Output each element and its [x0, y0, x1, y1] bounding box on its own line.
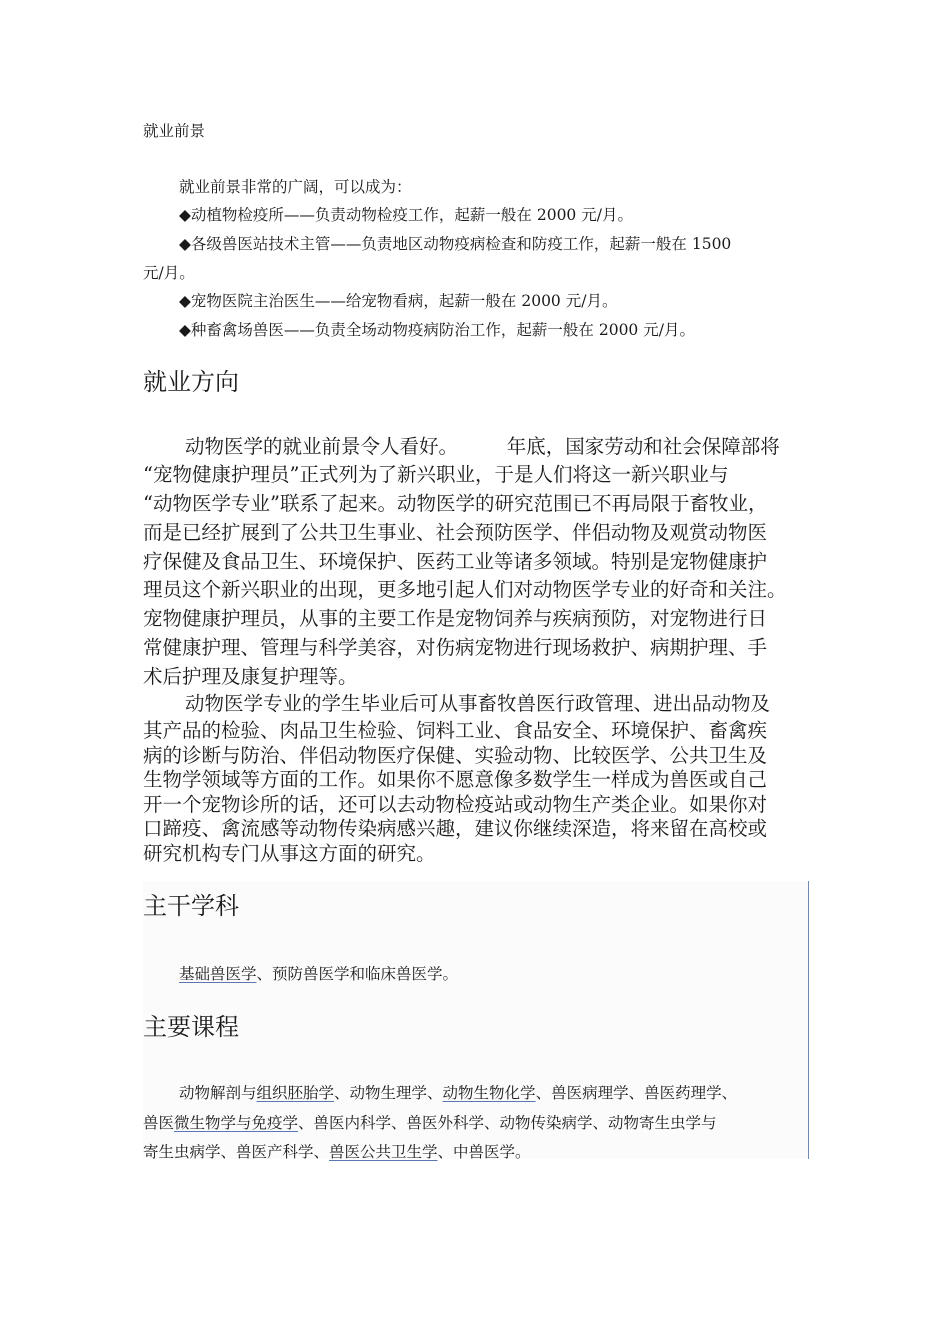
- direction-line: 疗保健及食品卫生、环境保护、医药工业等诸多领域。特别是宠物健康护: [143, 550, 768, 573]
- subjects-rest: 、预防兽医学和临床兽医学。: [256, 965, 459, 983]
- direction-line: 宠物健康护理员，从事的主要工作是宠物饲养与疾病预防，对宠物进行日: [143, 607, 768, 630]
- link-basic-veterinary[interactable]: 基础兽医学: [179, 965, 257, 983]
- prospects-item: ◆宠物医院主治医生——给宠物看病，起薪一般在 2000 元/月。: [179, 292, 618, 310]
- courses-line: [143, 1140, 531, 1162]
- direction-line: 而是已经扩展到了公共卫生事业、社会预防医学、伴侣动物及观赏动物医: [143, 521, 768, 544]
- section-title-direction: 就业方向: [143, 368, 239, 396]
- direction-line: 动物医学专业的学生毕业后可从事畜牧兽医行政管理、进出品动物及: [185, 692, 771, 715]
- section-title-prospects: 就业前景: [143, 122, 206, 140]
- course-text: 、动物生理学、: [334, 1084, 443, 1102]
- direction-line: “宠物健康护理员”正式列为了新兴职业，于是人们将这一新兴职业与: [143, 463, 729, 486]
- link-histology[interactable]: 组织胚胎学: [256, 1084, 335, 1102]
- direction-line: 常健康护理、管理与科学美容，对伤病宠物进行现场救护、病期护理、手: [143, 636, 768, 659]
- link-microbiology[interactable]: 微生物学与免疫学: [174, 1114, 299, 1132]
- direction-line: 病的诊断与防治、伴侣动物医疗保健、实验动物、比较医学、公共卫生及: [143, 744, 768, 767]
- section-title-subjects: 主干学科: [143, 892, 239, 920]
- link-public-health[interactable]: 兽医公共卫生学: [329, 1143, 438, 1161]
- courses-line: [179, 1081, 737, 1103]
- course-text: 、中兽医学。: [437, 1143, 531, 1161]
- courses-line: [143, 1111, 717, 1133]
- prospects-item: ◆各级兽医站技术主管——负责地区动物疫病检查和防疫工作，起薪一般在 1500: [179, 235, 732, 253]
- course-text: 动物解剖与: [179, 1084, 257, 1102]
- subjects-line: [179, 962, 458, 984]
- section-title-courses: 主要课程: [143, 1013, 239, 1041]
- prospects-item: ◆动植物检疫所——负责动物检疫工作，起薪一般在 2000 元/月。: [179, 206, 633, 224]
- direction-line: “动物医学专业”联系了起来。动物医学的研究范围已不再局限于畜牧业，: [143, 492, 768, 515]
- prospects-item: ◆种畜禽场兽医——负责全场动物疫病防治工作，起薪一般在 2000 元/月。: [179, 321, 695, 339]
- direction-line: 理员这个新兴职业的出现，更多地引起人们对动物医学专业的好奇和关注。: [143, 578, 787, 601]
- course-text: 、兽医病理学、兽医药理学、: [535, 1084, 738, 1102]
- direction-line: 开一个宠物诊所的话，还可以去动物检疫站或动物生产类企业。如果你对: [143, 793, 768, 816]
- direction-line: 动物医学的就业前景令人看好。 年底，国家劳动和社会保障部将: [185, 435, 780, 458]
- direction-line: 其产品的检验、肉品卫生检验、饲料工业、食品安全、环境保护、畜禽疾: [143, 719, 768, 742]
- direction-line: 口蹄疫、禽流感等动物传染病感兴趣，建议你继续深造，将来留在高校或: [143, 817, 768, 840]
- course-text: 寄生虫病学、兽医产科学、: [143, 1143, 330, 1161]
- prospects-intro: 就业前景非常的广阔，可以成为：: [179, 178, 412, 196]
- direction-line: 研究机构专门从事这方面的研究。: [143, 842, 436, 865]
- direction-line: 生物学领域等方面的工作。如果你不愿意像多数学生一样成为兽医或自己: [143, 768, 768, 791]
- course-text: 兽医: [143, 1114, 175, 1132]
- course-text: 、兽医内科学、兽医外科学、动物传染病学、动物寄生虫学与: [298, 1114, 717, 1132]
- subjects-courses-panel: [143, 881, 809, 1159]
- direction-line: 术后护理及康复护理等。: [143, 665, 358, 688]
- prospects-item-continued: 元/月。: [143, 264, 195, 282]
- link-biochemistry[interactable]: 动物生物化学: [442, 1084, 536, 1102]
